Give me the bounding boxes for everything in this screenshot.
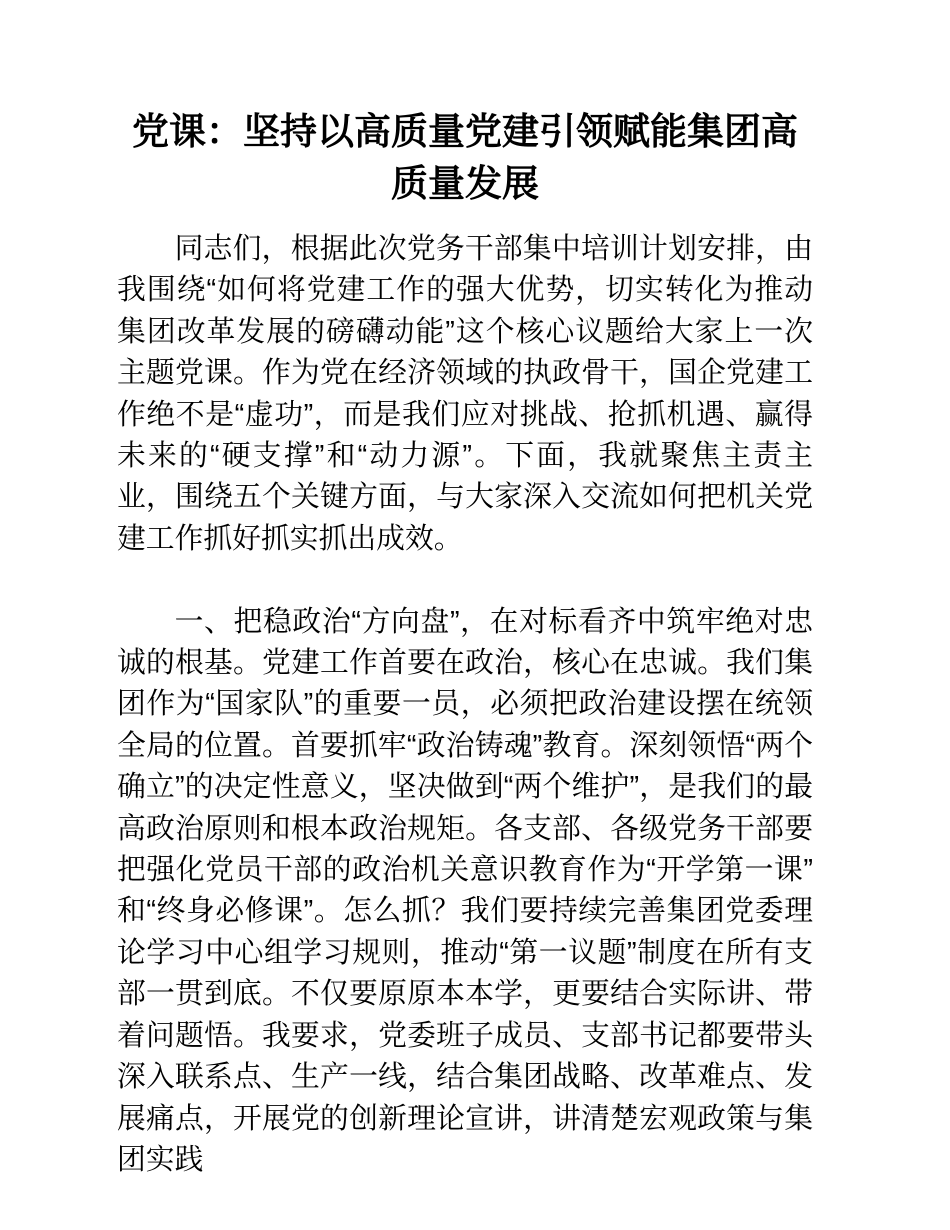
- page-title: 党课：坚持以高质量党建引领赋能集团高质量发展: [132, 111, 798, 204]
- document-body: [117, 229, 813, 1181]
- paragraph-intro: 同志们，根据此次党务干部集中培训计划安排，由我围绕“如何将党建工作的强大优势，切实转化为推动集团改革发展的磅礴动能”这个核心议题给大家上一次主题党课。作为党在经济领域的执政骨干，国企党建工作绝不是“虚功”，而是我们应对挑战、抢抓机遇、赢得未来的“硬支撑”和“动力源”。下面，我就聚焦主责主业，围绕五个关键方面，与大家深入交流如何把机关党建工作抓好抓实抓出成效。: [117, 233, 813, 555]
- paragraph-gap: [117, 560, 813, 601]
- paragraph-section-one: 一、把稳政治“方向盘”，在对标看齐中筑牢绝对忠诚的根基。党建工作首要在政治，核心在忠诚。我们集团作为“国家队”的重要一员，必须把政治建设摆在统领全局的位置。首要抓牢“政治铸魂”教育。深刻领悟“两个确立”的决定性意义，坚决做到“两个维护”，是我们的最高政治原则和根本政治规矩。各支部、各级党务干部要把强化党员干部的政治机关意识教育作为“开学第一课”和“终身必修课”。怎么抓？我们要持续完善集团党委理论学习中心组学习规则，推动“第一议题”制度在所有支部一贯到底。不仅要原原本本学，更要结合实际讲、带着问题悟。我要求，党委班子成员、支部书记都要带头深入联系点、生产一线，结合集团战略、改革难点、发展痛点，开展党的创新理论宣讲，讲清楚宏观政策与集团实践: [117, 605, 813, 1176]
- document-content: [117, 0, 813, 1181]
